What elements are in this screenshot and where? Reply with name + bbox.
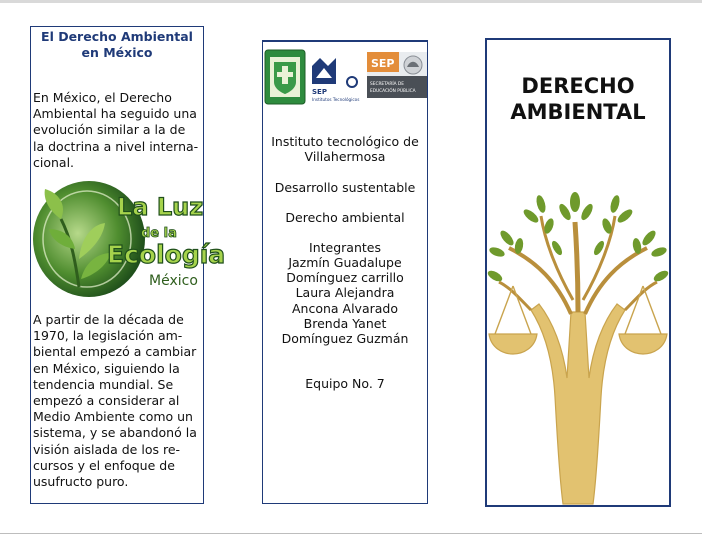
left-panel-title: El Derecho Ambiental en México bbox=[41, 29, 193, 60]
list-item: Ancona Alvarado bbox=[291, 300, 398, 316]
middle-panel bbox=[262, 40, 428, 504]
list-item: Jazmín Guadalupe bbox=[288, 255, 402, 270]
bottom-rule bbox=[0, 533, 702, 534]
sep-institutos-logo bbox=[312, 58, 359, 102]
svg-text:La Luz: La Luz bbox=[117, 193, 204, 221]
justice-tree-illustration bbox=[487, 182, 669, 504]
cover-title: DERECHO AMBIENTAL bbox=[510, 74, 646, 124]
right-scale-pan bbox=[619, 286, 667, 354]
list-item: Brenda Yanet bbox=[303, 315, 387, 331]
members-heading: Integrantes bbox=[309, 240, 381, 255]
itvh-shield-icon bbox=[265, 50, 305, 104]
svg-text:SEP: SEP bbox=[312, 88, 327, 96]
topic-name: Derecho ambiental bbox=[285, 210, 405, 225]
institution-logos bbox=[264, 48, 428, 106]
list-item: Domínguez Guzmán bbox=[281, 331, 409, 347]
subject-name: Desarrollo sustentable bbox=[274, 180, 416, 195]
list-item: Laura Alejandra bbox=[295, 285, 395, 301]
svg-text:México: México bbox=[149, 273, 198, 289]
institute-name: Instituto tecnológico de Villahermosa bbox=[271, 134, 419, 165]
left-paragraph-1: En México, el Derecho Ambiental ha seguido una evolución similar a la de la doctrina a nivel interna- cional. bbox=[33, 90, 199, 170]
svg-text:Ecología: Ecología bbox=[107, 240, 226, 269]
svg-text:de la: de la bbox=[141, 226, 177, 241]
left-panel bbox=[30, 26, 226, 504]
top-rule bbox=[0, 0, 702, 3]
svg-text:EDUCACIÓN PÚBLICA: EDUCACIÓN PÚBLICA bbox=[370, 89, 416, 94]
members-list bbox=[263, 255, 427, 346]
list-item: Domínguez carrillo bbox=[286, 270, 404, 286]
la-luz-ecologia-logo bbox=[31, 179, 226, 303]
left-scale-pan bbox=[489, 286, 537, 354]
svg-text:SECRETARÍA DE: SECRETARÍA DE bbox=[370, 82, 404, 87]
sep-secretaria-logo bbox=[367, 52, 427, 98]
team-number: Equipo No. 7 bbox=[305, 376, 385, 391]
left-paragraph-2: A partir de la década de 1970, la legislación am- biental empezó a cambiar en México, siguiendo la tendencia mundial. Se empezó a considerar al Medio Ambiente como un sistema, y se abandonó la visión aislada de los re- cursos y el enfoque de usufructo puro. bbox=[33, 312, 197, 490]
svg-text:Institutos Tecnológicos: Institutos Tecnológicos bbox=[312, 97, 360, 102]
cover-panel bbox=[485, 38, 671, 507]
svg-text:SEP: SEP bbox=[371, 57, 395, 70]
